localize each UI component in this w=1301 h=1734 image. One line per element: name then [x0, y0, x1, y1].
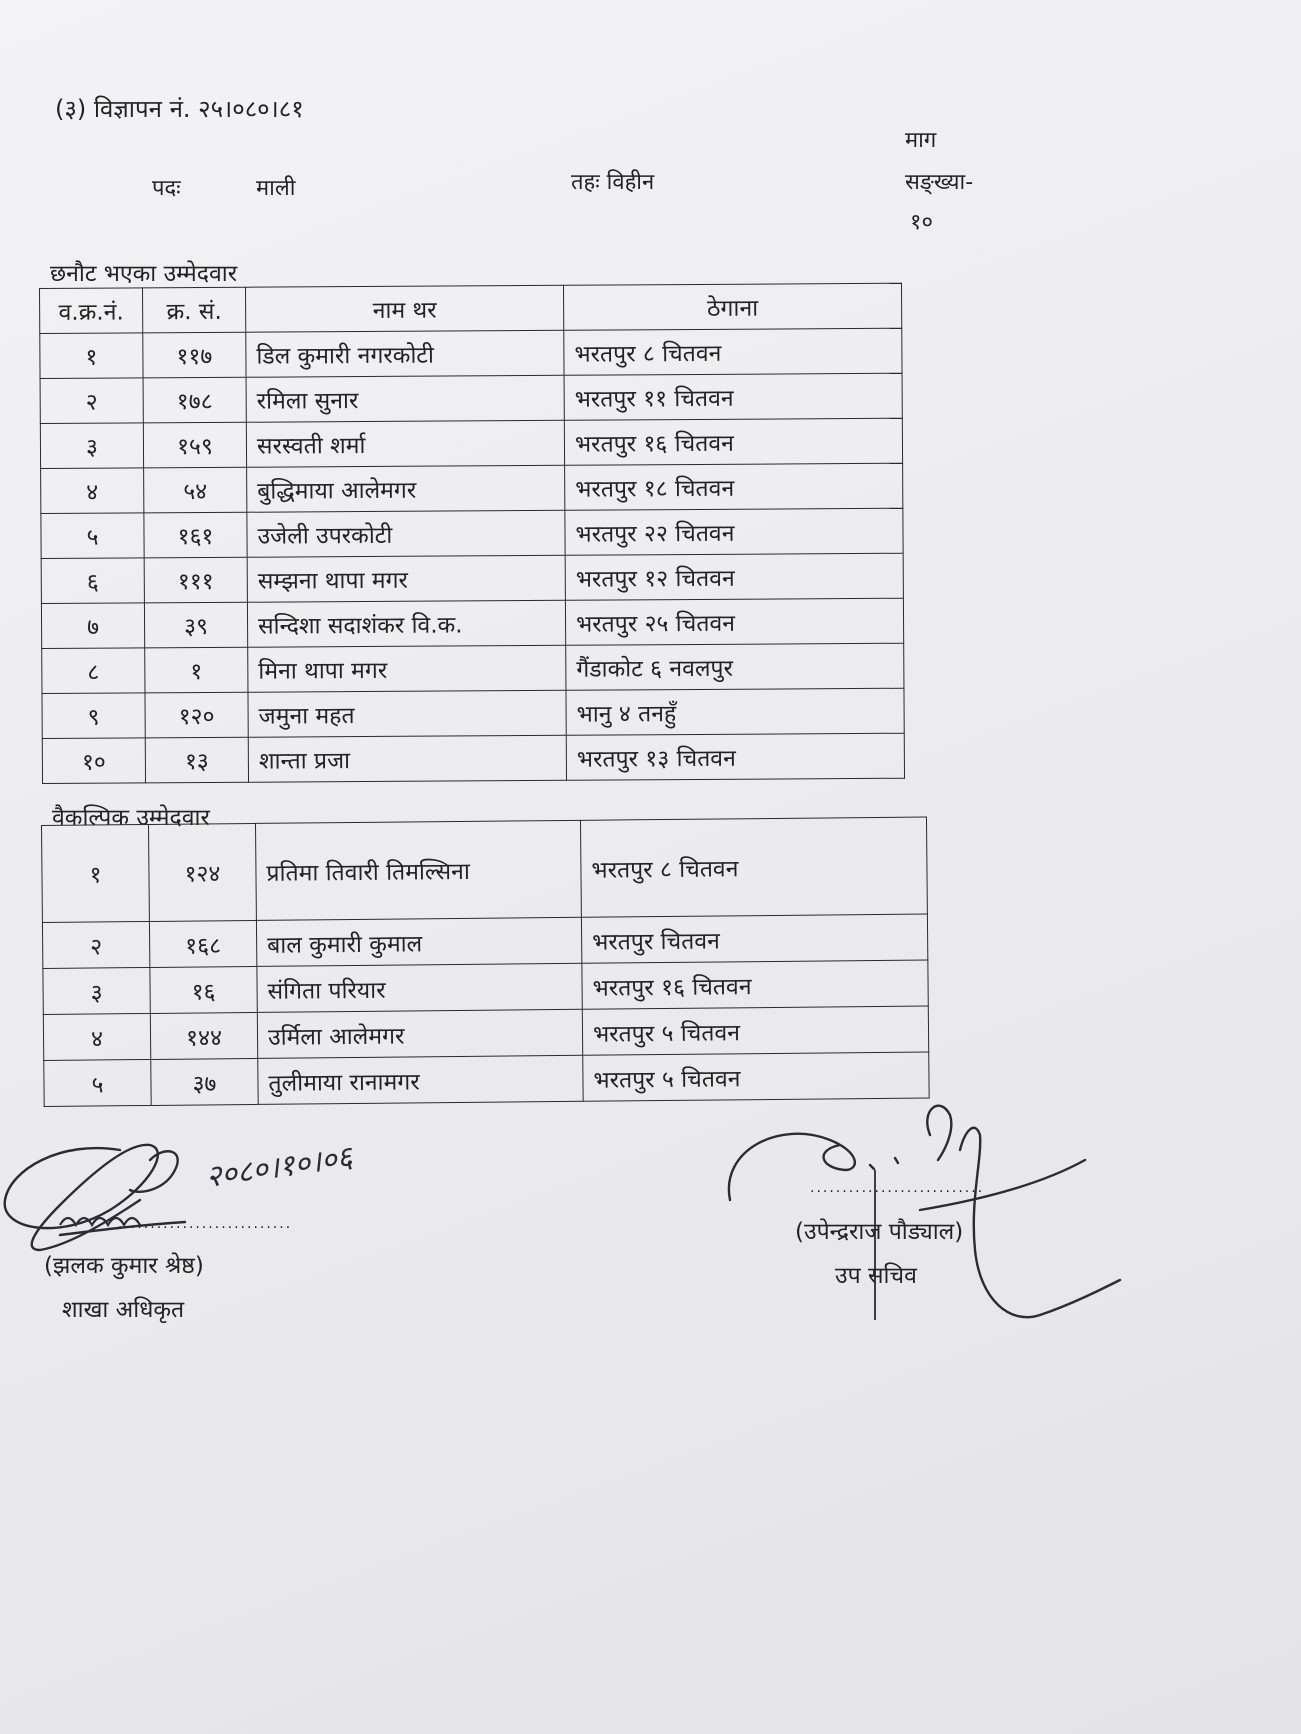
- name-cell: सरस्वती शर्मा: [246, 420, 564, 467]
- roll-number-cell: ५४: [144, 467, 247, 513]
- roll-number-cell: ३७: [151, 1058, 258, 1105]
- address-cell: भरतपुर १२ चितवन: [565, 553, 903, 600]
- address-cell: भरतपुर १३ चितवन: [566, 733, 904, 780]
- table-row: [41, 463, 903, 513]
- signature-dotted-line: ···························: [118, 1220, 293, 1236]
- table-row: [40, 418, 902, 468]
- name-cell: जमुना महत: [248, 690, 566, 737]
- roll-number-cell: ११७: [143, 332, 246, 378]
- roll-number-cell: १२४: [148, 823, 256, 921]
- name-cell: सन्दिशा सदाशंकर वि.क.: [247, 600, 565, 647]
- serial-cell: ६: [41, 558, 144, 604]
- serial-cell: ५: [44, 1059, 151, 1106]
- address-cell: भरतपुर ११ चितवन: [564, 373, 902, 420]
- demand-label-line1: माग: [905, 128, 937, 153]
- serial-cell: २: [40, 378, 143, 424]
- column-header: क्र. सं.: [143, 287, 246, 333]
- name-cell: तुलीमाया रानामगर: [258, 1055, 583, 1104]
- roll-number-cell: १११: [144, 557, 247, 603]
- roll-number-cell: १७८: [143, 377, 246, 423]
- name-cell: बुद्धिमाया आलेमगर: [247, 465, 565, 512]
- roll-number-cell: १५९: [143, 422, 246, 468]
- address-cell: भरतपुर ५ चितवन: [583, 1052, 929, 1101]
- address-cell: भरतपुर चितवन: [581, 914, 927, 963]
- table-row: [40, 373, 902, 423]
- table-row: [42, 643, 904, 693]
- address-cell: भरतपुर १६ चितवन: [564, 418, 902, 465]
- handwritten-date: २०८०।१०।०६: [203, 1139, 355, 1196]
- table-row: [42, 733, 904, 783]
- address-cell: भरतपुर २५ चितवन: [565, 598, 903, 645]
- right-signatory-name: (उपेन्द्रराज पौड्याल): [795, 1219, 964, 1245]
- column-header: नाम थर: [245, 285, 563, 332]
- serial-cell: ३: [43, 967, 150, 1014]
- name-cell: मिना थापा मगर: [248, 645, 566, 692]
- selected-heading: छनौट भएका उम्मेदवार: [50, 261, 238, 287]
- serial-cell: १: [42, 824, 150, 922]
- roll-number-cell: १६१: [144, 512, 247, 558]
- serial-cell: ३: [40, 423, 143, 469]
- address-cell: भानु ४ तनहुँ: [566, 688, 904, 735]
- table-row: [42, 817, 928, 922]
- address-cell: भरतपुर ८ चितवन: [580, 817, 927, 917]
- left-signatory-name: (झलक कुमार श्रेष्ठ): [44, 1253, 204, 1279]
- advertisement-number: (३) विज्ञापन नं. २५।०८०।८१: [55, 95, 304, 123]
- roll-number-cell: १३: [145, 737, 248, 783]
- roll-number-cell: १६: [150, 966, 257, 1013]
- selected-candidates-table: [39, 283, 905, 784]
- name-cell: उर्मिला आलेमगर: [257, 1009, 582, 1058]
- serial-cell: १०: [42, 738, 145, 784]
- demand-count: १०: [910, 210, 933, 235]
- column-header: ठेगाना: [563, 283, 901, 330]
- address-cell: गैंडाकोट ६ नवलपुर: [566, 643, 904, 690]
- roll-number-cell: १२०: [145, 692, 248, 738]
- serial-cell: १: [40, 333, 143, 379]
- serial-cell: ९: [42, 693, 145, 739]
- table-row: [42, 688, 904, 738]
- table-row: [41, 598, 903, 648]
- table-row: [41, 553, 903, 603]
- name-cell: रमिला सुनार: [246, 375, 564, 422]
- name-cell: संगिता परियार: [257, 963, 582, 1012]
- post-value: माली: [256, 176, 296, 201]
- name-cell: बाल कुमारी कुमाल: [256, 917, 581, 966]
- left-signatory-title: शाखा अधिकृत: [62, 1297, 185, 1323]
- address-cell: भरतपुर २२ चितवन: [565, 508, 903, 555]
- roll-number-cell: ३९: [144, 602, 247, 648]
- name-cell: उजेली उपरकोटी: [247, 510, 565, 557]
- table-header-row: [40, 283, 902, 333]
- address-cell: भरतपुर ८ चितवन: [564, 328, 902, 375]
- serial-cell: ५: [41, 513, 144, 559]
- demand-label-line2: सङ्ख्या-: [905, 170, 974, 195]
- roll-number-cell: १: [145, 647, 248, 693]
- serial-cell: २: [42, 921, 149, 968]
- table-row: [41, 508, 903, 558]
- column-header: व.क्र.नं.: [40, 288, 143, 334]
- address-cell: भरतपुर १८ चितवन: [565, 463, 903, 510]
- level-label: तहः विहीन: [571, 170, 655, 195]
- serial-cell: ४: [43, 1013, 150, 1060]
- name-cell: शान्ता प्रजा: [248, 735, 566, 782]
- right-signatory-title: उप सचिव: [835, 1263, 917, 1289]
- name-cell: डिल कुमारी नगरकोटी: [246, 330, 564, 377]
- name-cell: सम्झना थापा मगर: [247, 555, 565, 602]
- serial-cell: ७: [41, 603, 144, 649]
- address-cell: भरतपुर ५ चितवन: [582, 1006, 928, 1055]
- serial-cell: ४: [41, 468, 144, 514]
- post-label: पदः: [152, 176, 181, 201]
- alternate-heading: वैकल्पिक उम्मेदवार: [52, 805, 210, 831]
- table-row: [40, 328, 902, 378]
- address-cell: भरतपुर १६ चितवन: [582, 960, 928, 1009]
- roll-number-cell: १४४: [150, 1012, 257, 1059]
- alternate-candidates-table: [41, 816, 930, 1106]
- signature-dotted-line: ···························: [810, 1184, 985, 1200]
- name-cell: प्रतिमा तिवारी तिमल्सिना: [255, 820, 581, 920]
- serial-cell: ८: [42, 648, 145, 694]
- roll-number-cell: १६८: [149, 920, 256, 967]
